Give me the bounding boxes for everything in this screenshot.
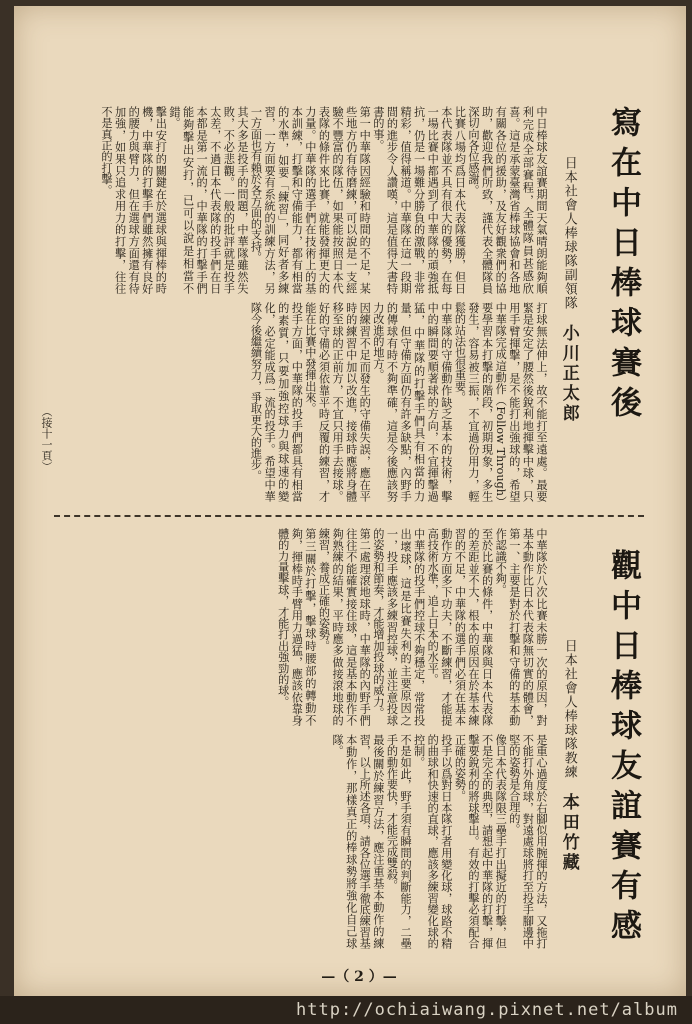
page-number: —（ 2 ）— [321, 969, 397, 985]
paragraph: 中華隊的投手們控球不夠穩定，常常投出壞球，這是比賽失利的主要原因之一，投手應該多練習控球，並注意投球的姿勢和節奏，才能增加投球的威力。 [371, 528, 426, 726]
paragraph: 至於比賽的條件，中華隊與日本代表隊的差距並不大，根本的原因在於基本練習的不足，中華隊的選手們必須在基本動作方面多下功夫，不斷練習，才能提高技術水準，追上日本的水平。 [426, 528, 494, 726]
paragraph: 其大多是投手的問題，中華隊雖然失敗，不必悲觀。一般的批評就是投手太差，不過日本代表隊的投手們在日本都是第一流的，中華隊的打擊手們能夠擊出安打，已可以說是相當不錯。 [167, 106, 249, 294]
article-1-upper-text [40, 106, 548, 294]
paragraph: 是重心過度於右腳似用腕揮的方法，又拖打不能打外角球，對遠處球將打至投手腳邊中堅的姿勢是合理的。 [507, 734, 548, 949]
watermark-bar [0, 996, 692, 1024]
paragraph: 比賽八場均爲日本代表隊獲勝，但日本代表隊並不具有很大的優勢，在每一場比賽中都遇到了中華隊的頑強抵抗，仍是一場難分勝負的激戰，非常精彩，值得稱道。中華隊在這一段期間的進步令人讚嘆，這是值得大書特書的事。 [371, 106, 467, 294]
article-1-author-name: 小川正太郎 [558, 324, 579, 424]
newspaper-page [14, 6, 686, 996]
paragraph: 第三關於打擊，擊球時腰部的轉動不夠，揮棒時手臂用力過猛，應該依靠身體的力量擊球，才能打出強勁的球。 [276, 528, 317, 726]
continued-note: （接十一頁） [40, 406, 53, 472]
footer-url: http://ochiaiwang.pixnet.net/album [296, 1000, 678, 1020]
paragraph: 最後關於練習方法，應注重基本動作的練習，以上所述各項，請各位選手徹底練習基本動作，那樣真正的棒球勢將強化自己球隊。 [331, 734, 385, 949]
paragraph: 不是如此，野手須有瞬間的判斷能力，二壘手的動作要快，才能完成雙殺。 [385, 734, 413, 949]
article-1-author-org: 日本社會人棒球隊副領隊 [561, 156, 577, 310]
article-1-byline [559, 156, 578, 501]
paragraph: 中華隊於八次比賽未勝一次的原因，對基本動作比日本代表隊無切實的體會，第一、主要是對於打擊和守備的基本動作認識不夠。 [494, 528, 548, 726]
paragraph: 投手以爲對日本隊打者用變化球，球路不精的曲球和快速的直球，應該多練習變化球的控制。 [412, 734, 453, 949]
paragraph: 投手方面，中華隊的投手們都具有相當的素質，只要加強控球力與球速的變化，必定能成爲一流的投手。希望中華隊今後繼續努力，爭取更大的進步。 [249, 302, 304, 502]
article-2-author-name: 本田竹藏 [558, 793, 579, 873]
article-2-author-org: 日本社會人棒球隊教練 [561, 639, 577, 779]
paragraph: 中華隊的守備動作缺乏基本的技術，擊中的瞬間要順著球的方向，不宜揮擊過猛，中華隊的打擊手們具有相當的力量，但守備方面仍有許多缺點，內野手的傳球有時不夠準確，這是今後應該努力改進的地方。 [371, 302, 453, 502]
article-1-lower-text [40, 302, 548, 502]
article-divider [54, 515, 644, 517]
article-1-title: 寫在中日棒球賽後 [605, 106, 641, 426]
paragraph: 中日棒球友誼賽期間天氣晴朗能夠順利完成全部賽程，全體隊員甚感欣喜。這是承蒙臺灣省棒球協會和各地有關各位的援助，及友好觀衆們的協助，歡迎我們所致，謹代表全體隊員深切向各位感謝。 [467, 106, 548, 294]
paragraph: 打球無法伸上，故不能打至遠處。最要緊是安定了腰然後銳利地揮擊中球，只用手臂揮擊，是不能打出強球的，希望中華隊完成這動作（Follow Through）要學習本打擊的階段，初期現象，多生發生，容易被三振，不宜過份用力，輕鬆的站法也很重要。 [453, 302, 548, 502]
paragraph: 像日本代表隊限三壘手打出擬近的打擊，但不是完全的典型，請想起中華隊的打擊，揮擊要銳利的將球擊出。有效的打擊必須配合正確的姿勢。 [453, 734, 508, 949]
paragraph: 擊出安打的關鍵在於選球與揮棒的時機，中華隊的打擊手們雖然擁有良好的腰力與臂力，但在選球方面還有待加強，如果只追求用力的打擊，往往不是真正的打擊。 [100, 106, 168, 294]
paragraph: 第二處理滾地球時，中華隊的內野手們往往不能確實接住球，這是基本動作不夠熟練的結果，平時應多做接滾地球的練習，養成正確的姿勢。 [317, 528, 372, 726]
article-2-upper-text [40, 528, 548, 726]
paragraph: 第一中華隊因經驗和時間的不足，某些地方仍有待磨練，可以說是一支經驗不豐富的隊伍，如果能按照日本代表隊的條件來比賽，就能發揮更大的力量。中華隊的選手們在技術上的基本訓練，打擊和守備能力，都有相當的水準，如要「練習」，同好者多練習，一方面要有系統的訓練方法，另一方面也有賴於各方面的支持。 [249, 106, 372, 294]
paragraph: 因練習不足而發生的守備失誤，應在平時的練習中加以改進，接球時應將身體移至球的正前方，不宜只用手去接球。好的守備必須依靠平時反覆的練習，才能在比賽中發揮出來。 [303, 302, 372, 502]
article-2-byline [559, 639, 578, 939]
article-2-lower-text [40, 734, 548, 949]
article-2-title: 觀中日棒球友誼賽有感 [605, 549, 641, 949]
